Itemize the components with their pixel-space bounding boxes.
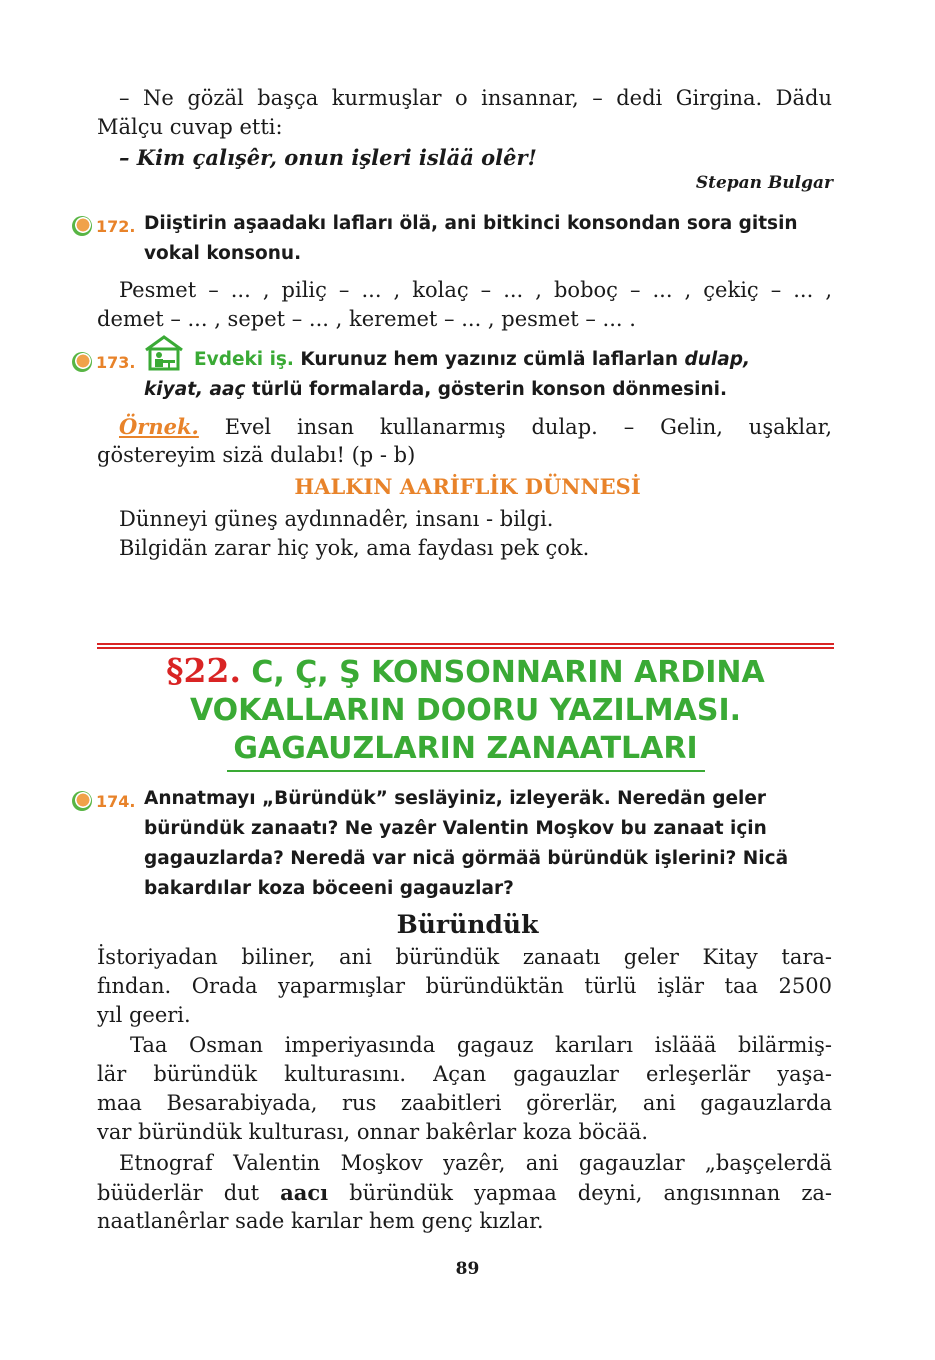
words-line-2: demet – ... , sepet – ... , keremet – ... , pesmet – ... .	[97, 307, 636, 331]
exercise-number: 174.	[96, 792, 136, 811]
exercise-bullet-icon	[72, 216, 92, 236]
task-line: büründük zanaatı? Ne yazêr Valentin Moşkov bu zanaat için	[144, 818, 767, 839]
wisdom-line-2: Bilgidän zarar hiç yok, ama faydası pek çok.	[119, 536, 590, 560]
homework-label: Evdeki iş.	[194, 349, 294, 370]
task-line: Annatmayı „Büründük” sesläyiniz, izleyeräk. Neredän geler	[144, 788, 767, 809]
section-title-line-3: GAGAUZLARIN ZANAATLARI	[233, 731, 698, 766]
story-line-1: – Ne gözäl başça kurmuşlar o insannar, – dedi Girgina. Dädu	[119, 86, 832, 110]
example-line-1	[119, 412, 832, 442]
example-text: Evel insan kullanarmış dulap. – Gelin, uşaklar,	[198, 415, 832, 439]
paragraph-line: var büründük kulturası, onnar bakêrlar koza böcää.	[97, 1120, 649, 1144]
exercise-172-task	[144, 209, 834, 269]
page-number: 89	[455, 1259, 480, 1279]
task-word: dulap,	[684, 349, 751, 370]
exercise-173-task-line-2	[144, 375, 834, 405]
story-line-2: Mälçu cuvap etti:	[97, 115, 283, 139]
bold-word: aacı	[280, 1180, 329, 1205]
homework-icon	[143, 334, 185, 372]
task-line: bakardılar koza böceeni gagauzlar?	[144, 878, 514, 899]
paragraph-line: naatlanêrlar sade karılar hem genç kızlar.	[97, 1209, 544, 1233]
text-span: büründük yapmaa deyni, angısınnan za-	[328, 1181, 833, 1205]
paragraph-line: yıl geeri.	[97, 1003, 191, 1027]
task-text: türlü formalarda, gösterin konson dönmesini.	[245, 379, 728, 400]
paragraph-line: maa Besarabiyada, rus zaabitleri görerlär, ani gagauzlarda	[97, 1091, 832, 1115]
paragraph-line: İstoriyadan biliner, ani büründük zanaatı geler Kitay tara-	[97, 945, 832, 969]
section-divider	[97, 647, 834, 649]
paragraph-line: Taa Osman imperiyasında gagauz karıları isläää bilärmiş-	[130, 1033, 832, 1057]
story-author: Stepan Bulgar	[695, 173, 833, 193]
paragraph-line: fından. Orada yaparmışlar büründüktän türlü işlär taa 2500	[97, 974, 832, 998]
title-underline	[227, 770, 705, 772]
wisdom-line-1: Dünneyi güneş aydınnadêr, insanı - bilgi.	[119, 507, 554, 531]
story-quote: – Kim çalışêr, onun işleri islää olêr!	[119, 145, 537, 170]
exercise-173-task-line-1	[194, 345, 834, 375]
paragraph-line: lär büründük kulturasını. Açan gagauzlar erleşerlär yaşa-	[97, 1062, 832, 1086]
exercise-bullet-icon	[72, 352, 92, 372]
example-label: Örnek.	[119, 414, 199, 439]
paragraph-line: Etnograf Valentin Moşkov yazêr, ani gagauzlar „başçelerdä	[119, 1151, 832, 1175]
task-words: kiyat, aaç	[144, 379, 246, 400]
section-number: §22.	[166, 651, 241, 690]
section-title-line-2: VOKALLARIN DOORU YAZILMASI.	[189, 693, 742, 728]
task-text: Kurunuz hem yazınız cümlä laflarlan	[293, 349, 685, 370]
example-line-2: göstereyim sizä dulabı! (p - b)	[97, 443, 416, 467]
section-title	[97, 652, 834, 768]
words-line-1: Pesmet – ... , piliç – ... , kolaç – ... , boboç – ... , çekiç – ... ,	[119, 278, 832, 302]
exercise-number: 172.	[96, 217, 136, 236]
exercise-bullet-icon	[72, 791, 92, 811]
section-title-text: C, Ç, Ş KONSONNARIN ARDINA	[240, 655, 765, 690]
exercise-174-task	[144, 784, 834, 904]
text-span: büüderlär dut	[97, 1181, 281, 1205]
text-title: Büründük	[396, 910, 539, 939]
exercise-number: 173.	[96, 353, 136, 372]
paragraph-line	[97, 1178, 832, 1208]
task-line: vokal konsonu.	[144, 243, 302, 264]
wisdom-heading: HALKIN AARİFLİK DÜNNESİ	[294, 474, 641, 499]
section-title-line-1	[97, 652, 834, 692]
task-line: gagauzlarda? Neredä var nicä görmää büründük işlerini? Nicä	[144, 848, 789, 869]
task-line: Diiştirin aşaadakı lafları ölä, ani bitkinci konsondan sora gitsin	[144, 213, 798, 234]
section-divider	[97, 643, 834, 645]
